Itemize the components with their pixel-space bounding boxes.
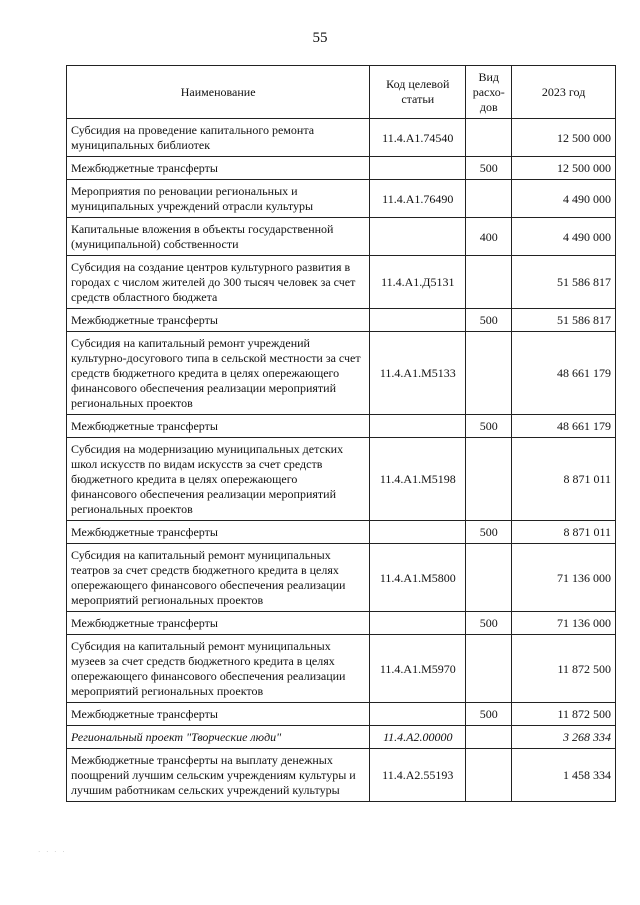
cell-amount: 51 586 817: [512, 309, 616, 332]
cell-kind: 500: [466, 703, 512, 726]
table-row: [67, 332, 616, 415]
cell-code: 11.4.А1.М5133: [370, 332, 466, 415]
cell-amount: 48 661 179: [512, 332, 616, 415]
table-row: [67, 415, 616, 438]
table-header: [67, 66, 616, 119]
table-row: [67, 180, 616, 218]
cell-code: 11.4.А1.76490: [370, 180, 466, 218]
cell-kind: [466, 726, 512, 749]
cell-amount: 11 872 500: [512, 635, 616, 703]
cell-code: 11.4.А1.М5970: [370, 635, 466, 703]
cell-name: Субсидия на модернизацию муниципальных детских школ искусств по видам искусств за счет средств бюджетного кредита в целях опережающего финансового обеспечения реализации мероприятий региональных проектов: [67, 438, 370, 521]
cell-name: Межбюджетные трансферты: [67, 415, 370, 438]
header-code: Код целевой статьи: [370, 66, 466, 119]
table-row: [67, 218, 616, 256]
cell-name: Межбюджетные трансферты: [67, 612, 370, 635]
cell-kind: [466, 332, 512, 415]
cell-code: [370, 157, 466, 180]
cell-kind: [466, 438, 512, 521]
cell-amount: 3 268 334: [512, 726, 616, 749]
header-name: Наименование: [67, 66, 370, 119]
cell-code: [370, 309, 466, 332]
cell-code: [370, 218, 466, 256]
cell-code: 11.4.А2.00000: [370, 726, 466, 749]
cell-amount: 1 458 334: [512, 749, 616, 802]
cell-kind: 500: [466, 612, 512, 635]
cell-name: Межбюджетные трансферты: [67, 521, 370, 544]
page-number: 55: [312, 30, 328, 46]
cell-amount: 48 661 179: [512, 415, 616, 438]
cell-name: Субсидия на проведение капитального ремонта муниципальных библиотек: [67, 119, 370, 157]
table-row: [67, 544, 616, 612]
cell-amount: 71 136 000: [512, 612, 616, 635]
table-row: [67, 749, 616, 802]
cell-kind: 400: [466, 218, 512, 256]
cell-name: Субсидия на создание центров культурного развития в городах с числом жителей до 300 тысяч человек за счет средств областного бюджета: [67, 256, 370, 309]
table-row: [67, 309, 616, 332]
cell-amount: 11 872 500: [512, 703, 616, 726]
header-row: [67, 66, 616, 119]
table-body: [67, 119, 616, 802]
table-row: [67, 119, 616, 157]
cell-code: [370, 521, 466, 544]
budget-table: [66, 65, 616, 802]
cell-kind: 500: [466, 521, 512, 544]
cell-kind: [466, 635, 512, 703]
cell-kind: [466, 119, 512, 157]
cell-name: Субсидия на капитальный ремонт муниципальных музеев за счет средств бюджетного кредита в целях опережающего финансового обеспечения реализации мероприятий региональных проектов: [67, 635, 370, 703]
cell-kind: 500: [466, 415, 512, 438]
cell-kind: [466, 256, 512, 309]
cell-name: Субсидия на капитальный ремонт учреждений культурно-досугового типа в сельской местности за счет средств бюджетного кредита в целях опережающего финансового обеспечения реализации мероприятий региональных проектов: [67, 332, 370, 415]
cell-name: Субсидия на капитальный ремонт муниципальных театров за счет средств бюджетного кредита в целях опережающего финансового обеспечения реализации мероприятий региональных проектов: [67, 544, 370, 612]
header-year: 2023 год: [512, 66, 616, 119]
cell-code: 11.4.А1.74540: [370, 119, 466, 157]
cell-amount: 4 490 000: [512, 180, 616, 218]
table-row: [67, 157, 616, 180]
cell-code: 11.4.А1.М5198: [370, 438, 466, 521]
cell-name: Межбюджетные трансферты: [67, 157, 370, 180]
table-row: [67, 438, 616, 521]
cell-name: Региональный проект "Творческие люди": [67, 726, 370, 749]
cell-kind: 500: [466, 309, 512, 332]
cell-amount: 51 586 817: [512, 256, 616, 309]
table-row: [67, 612, 616, 635]
cell-amount: 71 136 000: [512, 544, 616, 612]
cell-code: 11.4.А2.55193: [370, 749, 466, 802]
header-kind: Вид расхо-дов: [466, 66, 512, 119]
table-row: [67, 703, 616, 726]
table-row: [67, 726, 616, 749]
cell-amount: 4 490 000: [512, 218, 616, 256]
table-row: [67, 635, 616, 703]
cell-amount: 8 871 011: [512, 438, 616, 521]
cell-code: [370, 703, 466, 726]
cell-name: Межбюджетные трансферты: [67, 309, 370, 332]
cell-code: [370, 612, 466, 635]
cell-kind: [466, 544, 512, 612]
table-row: [67, 256, 616, 309]
cell-code: 11.4.А1.Д5131: [370, 256, 466, 309]
cell-amount: 12 500 000: [512, 157, 616, 180]
cell-name: Межбюджетные трансферты на выплату денежных поощрений лучшим сельским учреждениям культуры и лучшим работникам сельских учреждений культуры: [67, 749, 370, 802]
cell-name: Межбюджетные трансферты: [67, 703, 370, 726]
table-row: [67, 521, 616, 544]
cell-amount: 8 871 011: [512, 521, 616, 544]
cell-code: [370, 415, 466, 438]
cell-name: Капитальные вложения в объекты государственной (муниципальной) собственности: [67, 218, 370, 256]
cell-kind: 500: [466, 157, 512, 180]
cell-kind: [466, 180, 512, 218]
cell-name: Мероприятия по реновации региональных и муниципальных учреждений отрасли культуры: [67, 180, 370, 218]
scan-specks: · · · ·: [38, 848, 67, 856]
cell-amount: 12 500 000: [512, 119, 616, 157]
cell-code: 11.4.А1.М5800: [370, 544, 466, 612]
cell-kind: [466, 749, 512, 802]
